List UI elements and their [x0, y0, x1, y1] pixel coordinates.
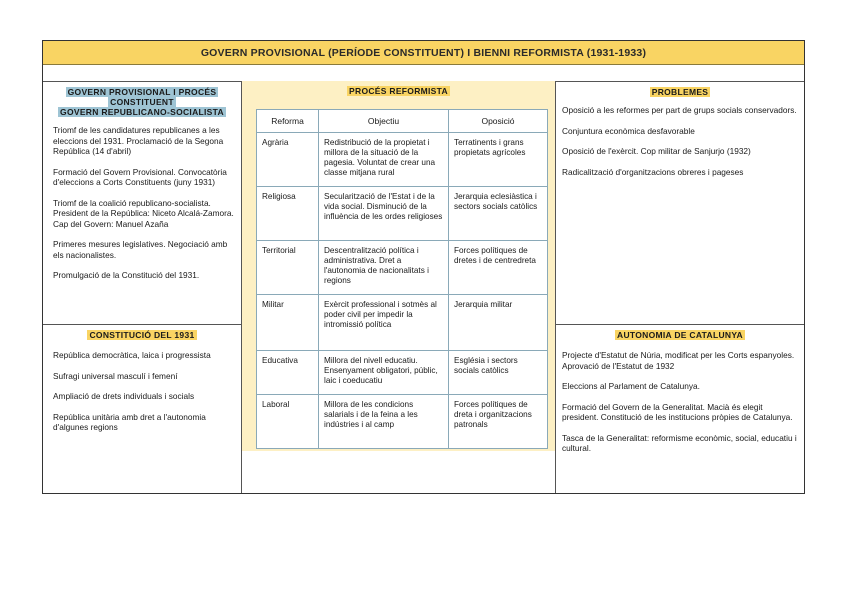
objective-cell: Exèrcit professional i sotmès al poder civil per impedir la intromissió política [319, 295, 449, 351]
paragraph: Oposició a les reformes per part de grups socials conservadors. [562, 105, 797, 115]
paragraph: Tasca de la Generalitat: reformisme econòmic, social, educatiu i cultural. [562, 432, 797, 453]
paragraph: Ampliació de drets individuals i socials [53, 391, 195, 401]
table-row [257, 133, 548, 187]
reforms-table [256, 109, 548, 449]
autonomia-text [556, 350, 804, 454]
reform-cell: Religiosa [257, 187, 319, 241]
right-column [555, 81, 804, 493]
problemes-heading-text: PROBLEMES [651, 87, 709, 97]
paragraph: Oposició de l'exèrcit. Cop militar de Sanjurjo (1932) [562, 146, 751, 156]
paragraph: República democràtica, laica i progressista [53, 350, 211, 360]
problemes-text [556, 105, 804, 177]
objective-cell: Secularització de l'Estat i de la vida social. Disminució de la influència de les ordes religioses [319, 187, 449, 241]
table-row [257, 187, 548, 241]
paragraph: Triomf de la coalició republicano-socialista. President de la República: Niceto Alcalá-Zamora. Cap del Govern: Manuel Azaña [53, 197, 234, 229]
heading-line-1: GOVERN PROVISIONAL I PROCÉS [67, 87, 217, 97]
paragraph: Conjuntura econòmica desfavorable [562, 125, 695, 136]
problemes-section [556, 82, 804, 324]
opposition-cell: Jerarquia militar [449, 295, 548, 351]
objective-cell: Millora de les condicions salarials i de la feina a les indústries i al camp [319, 395, 449, 449]
reform-cell: Educativa [257, 351, 319, 395]
constitucio-section [43, 324, 241, 495]
heading-line-2: CONSTITUENT [110, 97, 174, 107]
left-column [43, 81, 242, 493]
table-row [257, 241, 548, 295]
reform-cell: Laboral [257, 395, 319, 449]
middle-column [242, 81, 555, 451]
heading-line-3: GOVERN REPUBLICANO-SOCIALISTA [60, 107, 224, 117]
table-row [257, 351, 548, 395]
column-header: Objectiu [319, 110, 449, 133]
opposition-cell: Forces polítiques de dretes i de centredreta [449, 241, 548, 295]
autonomia-heading [556, 330, 804, 340]
paragraph: República unitària amb dret a l'autonomia d'algunes regions [53, 411, 206, 432]
document-frame [42, 40, 805, 494]
govern-provisional-heading [43, 87, 241, 117]
objective-cell: Redistribució de la propietat i millora de la situació de la pagesia. Voluntat de crear una classe mitjana rural [319, 133, 449, 187]
proces-reformista-heading-text: PROCÉS REFORMISTA [349, 86, 448, 96]
paragraph: Projecte d'Estatut de Núria, modificat per les Corts espanyoles. Aprovació de l'Estatut de 1932 [562, 350, 795, 371]
reform-cell: Territorial [257, 241, 319, 295]
column-header: Reforma [257, 110, 319, 133]
constitucio-heading-text: CONSTITUCIÓ DEL 1931 [89, 330, 195, 340]
paragraph: Primeres mesures legislatives. Negociació amb els nacionalistes. [53, 239, 228, 260]
opposition-cell: Església i sectors socials catòlics [449, 351, 548, 395]
govern-provisional-section [43, 82, 241, 324]
autonomia-heading-text: AUTONOMIA DE CATALUNYA [617, 330, 743, 340]
paragraph: Eleccions al Parlament de Catalunya. [562, 381, 700, 391]
paragraph: Formació del Govern de la Generalitat. Macià és elegit president. Constitució de les institucions pròpies de Catalunya. [562, 401, 793, 422]
table-row [257, 295, 548, 351]
table-row [257, 395, 548, 449]
opposition-cell: Forces polítiques de dreta i organitzacions patronals [449, 395, 548, 449]
constitucio-heading [43, 330, 241, 340]
opposition-cell: Jerarquia eclesiàstica i sectors socials catòlics [449, 187, 548, 241]
page-title: GOVERN PROVISIONAL (PERÍODE CONSTITUENT) I BIENNI REFORMISTA (1931-1933) [43, 41, 804, 65]
govern-provisional-text [43, 125, 241, 281]
paragraph: Triomf de les candidatures republicanes a les eleccions del 1931. Proclamació de la Segona República (14 d'abril) [53, 125, 224, 156]
reform-cell: Militar [257, 295, 319, 351]
proces-reformista-panel [242, 81, 555, 451]
paragraph: Promulgació de la Constitució del 1931. [53, 270, 200, 280]
objective-cell: Descentralització política i administrativa. Dret a l'autonomia de nacionalitats i regions [319, 241, 449, 295]
paragraph: Sufragi universal masculí i femení [53, 370, 178, 381]
table-header-row [257, 110, 548, 133]
reform-cell: Agrària [257, 133, 319, 187]
objective-cell: Millora del nivell educatiu. Ensenyament obligatori, públic, laic i coeducatiu [319, 351, 449, 395]
column-header: Oposició [449, 110, 548, 133]
paragraph: Formació del Govern Provisional. Convocatòria d'eleccions a Corts Constituents (juny 1931) [53, 166, 227, 187]
paragraph: Radicalització d'organitzacions obreres i pageses [562, 166, 744, 177]
autonomia-section [556, 324, 804, 495]
constitucio-text [43, 350, 241, 433]
opposition-cell: Terratinents i grans propietats agrícoles [449, 133, 548, 187]
proces-reformista-heading [242, 86, 555, 96]
problemes-heading [556, 87, 804, 97]
